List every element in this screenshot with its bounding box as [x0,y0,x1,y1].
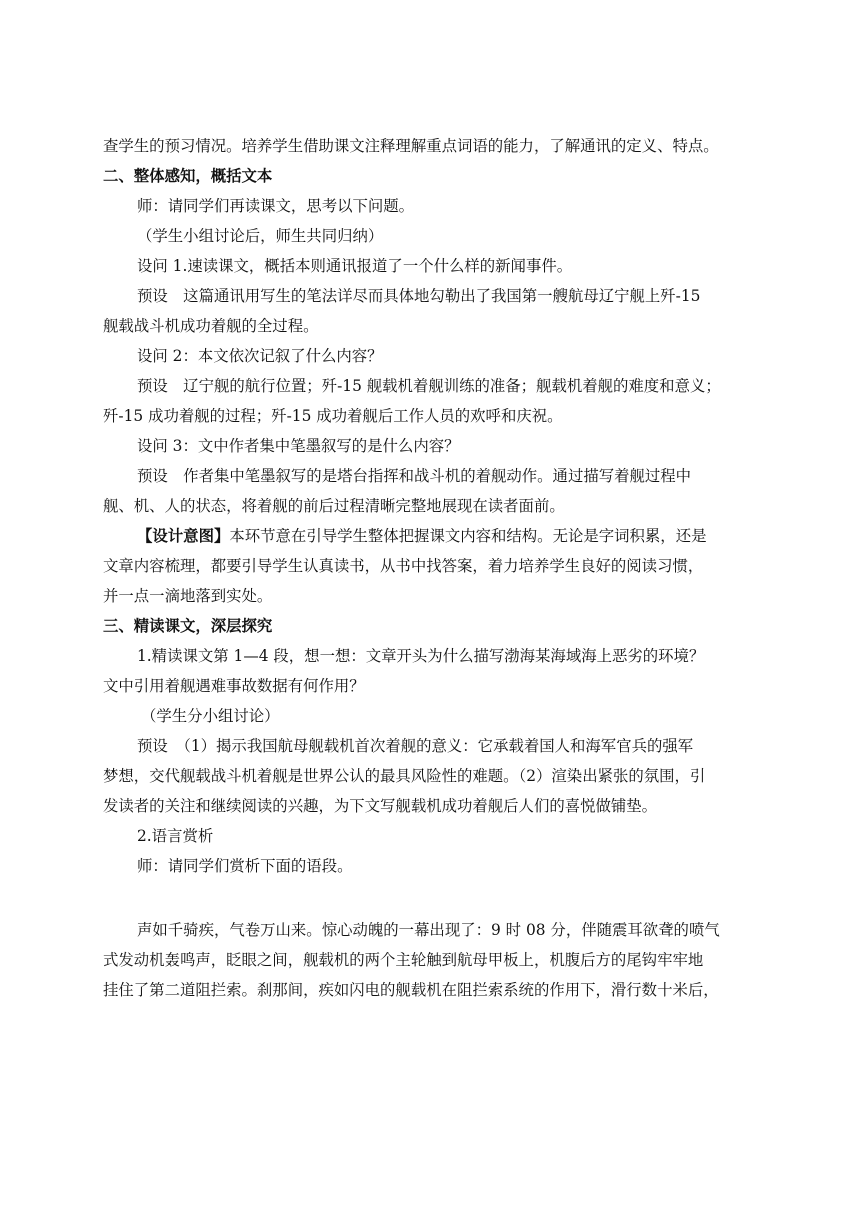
design-intent-line [103,523,779,553]
design-intent-label: 【设计意图】 [137,527,230,545]
paragraph-line: 师：请同学们赏析下面的语段。 [137,857,353,875]
quoted-passage-line: 声如千骑疾，气卷万山来。惊心动魄的一幕出现了：9 时 08 分，伴随震耳欲聋的喷气 [137,921,720,939]
paragraph-line: （学生小组讨论后，师生共同归纳） [137,227,384,245]
paragraph-line: 师：请同学们再读课文，思考以下问题。 [137,197,415,215]
section-heading: 三、精读课文，深层探究 [103,617,273,635]
paragraph-line: 设问 1.速读课文，概括本则通讯报道了一个什么样的新闻事件。 [137,257,573,275]
paragraph-line: 并一点一滴地落到实处。 [103,587,273,605]
paragraph-line: 预设 这篇通讯用写生的笔法详尽而具体地勾勒出了我国第一艘航母辽宁舰上歼-15 [137,287,701,305]
paragraph-line: 舰、机、人的状态，将着舰的前后过程清晰完整地展现在读者面前。 [103,497,565,515]
paragraph-line: 预设 辽宁舰的航行位置；歼-15 舰载机着舰训练的准备；舰载机着舰的难度和意义； [137,377,721,395]
paragraph-line: 设问 2：本文依次记叙了什么内容？ [137,347,383,365]
paragraph-line: 歼-15 成功着舰的过程；歼-15 成功着舰后工作人员的欢呼和庆祝。 [103,407,563,425]
paragraph-line: 文中引用着舰遇难事故数据有何作用？ [103,677,365,695]
design-intent-text: 本环节意在引导学生整体把握课文内容和结构。无论是字词积累，还是 [229,527,707,545]
paragraph-line: （学生分小组讨论） [141,707,280,725]
quoted-passage-line: 挂住了第二道阻拦索。刹那间，疾如闪电的舰载机在阻拦索系统的作用下，滑行数十米后， [103,981,719,999]
quoted-passage-line: 式发动机轰鸣声，眨眼之间，舰载机的两个主轮触到航母甲板上，机腹后方的尾钩牢牢地 [103,951,704,969]
section-heading: 二、整体感知，概括文本 [103,167,273,185]
paragraph-line: 舰载战斗机成功着舰的全过程。 [103,317,319,335]
paragraph-line: 2.语言赏析 [137,827,214,845]
paragraph-line: 梦想，交代舰载战斗机着舰是世界公认的最具风险性的难题。（2）渲染出紧张的氛围，引 [103,767,706,785]
paragraph-line: 设问 3：文中作者集中笔墨叙写的是什么内容？ [137,437,460,455]
document-page [103,133,779,1007]
paragraph-line: 发读者的关注和继续阅读的兴趣，为下文写舰载机成功着舰后人们的喜悦做铺垫。 [103,797,658,815]
paragraph-line: 预设 作者集中笔墨叙写的是塔台指挥和战斗机的着舰动作。通过描写着舰过程中 [137,467,692,485]
paragraph-line: 文章内容梳理，都要引导学生认真读书，从书中找答案，着力培养学生良好的阅读习惯， [103,557,704,575]
paragraph-line: 预设 （1）揭示我国航母舰载机首次着舰的意义：它承载着国人和海军官兵的强军 [137,737,694,755]
blank-space [103,883,779,917]
paragraph-line: 查学生的预习情况。培养学生借助课文注释理解重点词语的能力，了解通讯的定义、特点。 [103,137,719,155]
paragraph-line: 1.精读课文第 1—4 段，想一想：文章开头为什么描写渤海某海域海上恶劣的环境？ [137,647,705,665]
